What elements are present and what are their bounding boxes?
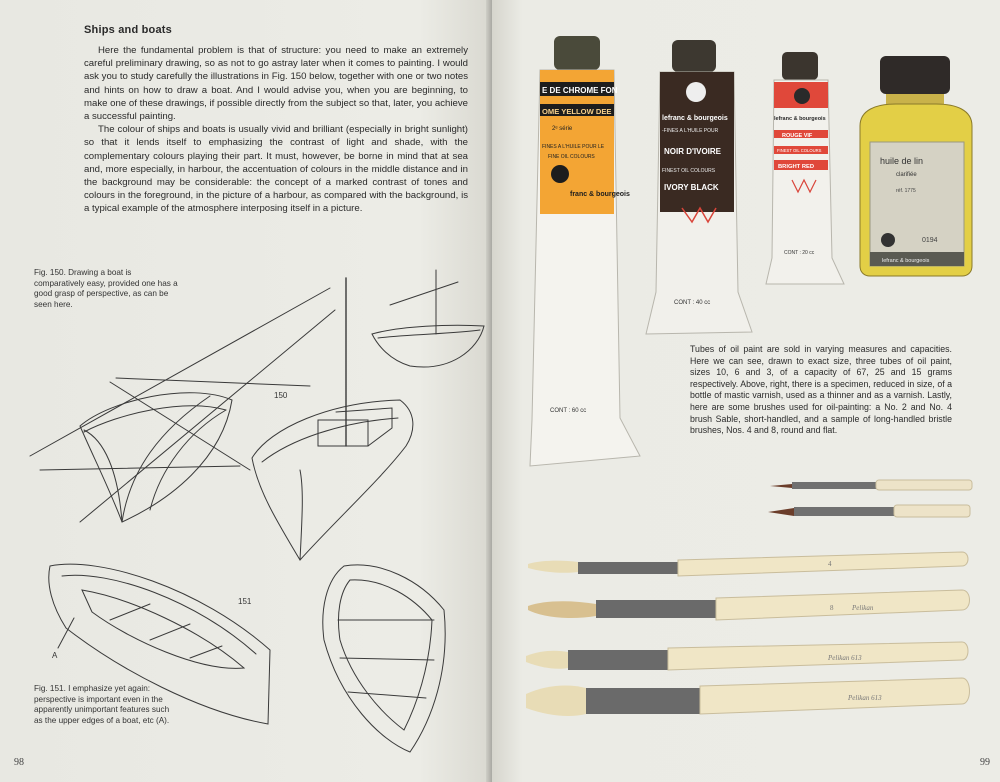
svg-text:huile de lin: huile de lin	[880, 156, 924, 166]
svg-text:CONT : 40 cc: CONT : 40 cc	[674, 300, 711, 306]
left-page	[0, 0, 492, 782]
sailboat-line	[262, 418, 398, 462]
thwart	[348, 692, 426, 698]
figure-150-caption: Fig. 150. Drawing a boat is comparatively easy, provided one has a good grasp of perspective, as can be seen here.	[34, 268, 178, 309]
bristle-brush-flat-4	[526, 642, 968, 670]
cabin	[318, 420, 368, 446]
materials-caption: Tubes of oil paint are sold in varying measures and capacities. Here we can see, drawn to exact size, three tubes of oil paint, sizes 10, 6 and 3, of a capacity of 67, 25 and 15 grams respectively. Above, right, there is a specimen, reduced in size, of a bottle of mastic varnish, used as a thinner and as a varnish. Lastly, here are some brushes used for oil-painting: a No. 2 and No. 4 brush Sable, short-handled, and a sample of long-handled bristle brushes, Nos. 4 and 8, round and flat.	[690, 344, 952, 436]
small-hull-line	[378, 330, 480, 338]
svg-text:ROUGE VIF: ROUGE VIF	[782, 133, 813, 139]
fig-151-label: 151	[238, 597, 252, 606]
svg-text:réf. 1775: réf. 1775	[896, 188, 916, 194]
svg-text:4: 4	[828, 560, 832, 568]
svg-text:Pelikan: Pelikan	[852, 604, 874, 612]
paragraph-2: The colour of ships and boats is usually vivid and brilliant (especially in bright sunlight) so that it lends itself to emphasizing the contrast of light and shade, with the complementary colours playing their part. It must, however, be borne in mind that at sea and, more especially, in harbour, the accentuation of colours in the middle distance and in the background may be considerable: the concept of a marked contrast of tones and colours in the foreground, in the picture of a harbour, as compared with the background, is a typical example of the atmosphere interposing itself in a picture.	[84, 124, 468, 215]
pointer-line	[58, 618, 74, 648]
thwart	[150, 624, 190, 640]
svg-text:OME YELLOW DEE: OME YELLOW DEE	[542, 107, 612, 116]
svg-text:8: 8	[830, 604, 834, 612]
svg-text:BRIGHT RED: BRIGHT RED	[778, 164, 815, 170]
fig-150-label: 150	[274, 391, 288, 400]
svg-text:clarifiée: clarifiée	[896, 172, 917, 178]
rowboat-gunwale	[62, 575, 256, 654]
svg-text:FINEST OIL COLOURS: FINEST OIL COLOURS	[662, 168, 716, 174]
small-yard	[390, 282, 458, 305]
svg-text:lefranc & bourgeois: lefranc & bourgeois	[882, 258, 930, 264]
sable-brush-no2	[770, 480, 972, 490]
svg-text:franc & bourgeois: franc & bourgeois	[570, 191, 630, 198]
bristle-brush-round-8	[528, 590, 970, 620]
point-a-label: A	[52, 651, 58, 660]
svg-text:CONT : 60 cc: CONT : 60 cc	[550, 408, 587, 414]
svg-text:IVORY BLACK: IVORY BLACK	[664, 183, 719, 192]
sable-brush-no4	[768, 505, 970, 517]
hull-line	[150, 410, 226, 510]
svg-text:FINEST OIL COLOURS: FINEST OIL COLOURS	[777, 148, 822, 153]
bristle-brush-round-4	[528, 552, 968, 576]
paragraph-1: Here the fundamental problem is that of structure: you need to make an extremely careful preliminary drawing, so as not to go astray later when it comes to painting. I would ask you to study carefully the illustrations in Fig. 150 below, together with one or two notes and hints on how to draw a boat. And I would advise you, when you are beginning, to make one of these drawings, if possible directly from the subject so that, later, you achieve a successful painting.	[84, 45, 468, 123]
svg-text:Pelikan 613: Pelikan 613	[828, 654, 862, 662]
thwart	[110, 604, 150, 620]
cabin-roof	[336, 408, 392, 446]
hull-line	[122, 396, 210, 522]
bristle-brush-flat-8	[526, 678, 970, 716]
page-number-right: 99	[980, 757, 990, 768]
sailboat-hull	[252, 400, 413, 560]
front-rowboat-inner	[338, 580, 432, 730]
perspective-line	[110, 382, 250, 470]
svg-text:lefranc & bourgeois: lefranc & bourgeois	[662, 115, 728, 122]
svg-text:lefranc & bourgeois: lefranc & bourgeois	[774, 116, 826, 122]
svg-text:-FINES A L'HUILE POUR: -FINES A L'HUILE POUR	[662, 128, 719, 134]
brushes-illustration	[492, 0, 1000, 782]
svg-text:FINE OIL COLOURS: FINE OIL COLOURS	[548, 154, 595, 160]
perspective-line	[30, 288, 330, 456]
right-page	[492, 0, 1000, 782]
perspective-line	[116, 378, 310, 386]
thwart	[190, 646, 222, 658]
svg-text:CONT : 20 cc: CONT : 20 cc	[784, 250, 815, 256]
page-number-left: 98	[14, 757, 24, 768]
svg-text:FINES A L'HUILE POUR LE: FINES A L'HUILE POUR LE	[542, 144, 605, 150]
figure-151-caption: Fig. 151. I emphasize yet again: perspective is important even in the apparently unimportant features such as the upper edges of a boat, etc (A).	[34, 684, 170, 725]
svg-text:0194: 0194	[922, 237, 938, 244]
boat-sketches	[0, 0, 492, 782]
svg-text:Pelikan 613: Pelikan 613	[848, 694, 882, 702]
svg-text:NOIR D'IVOIRE: NOIR D'IVOIRE	[664, 147, 722, 156]
svg-text:2ᵉ série: 2ᵉ série	[552, 126, 573, 132]
svg-text:E DE CHROME FON: E DE CHROME FON	[542, 86, 618, 95]
thwart	[340, 658, 434, 660]
sailboat-keel	[300, 470, 302, 560]
section-heading: Ships and boats	[84, 24, 172, 36]
